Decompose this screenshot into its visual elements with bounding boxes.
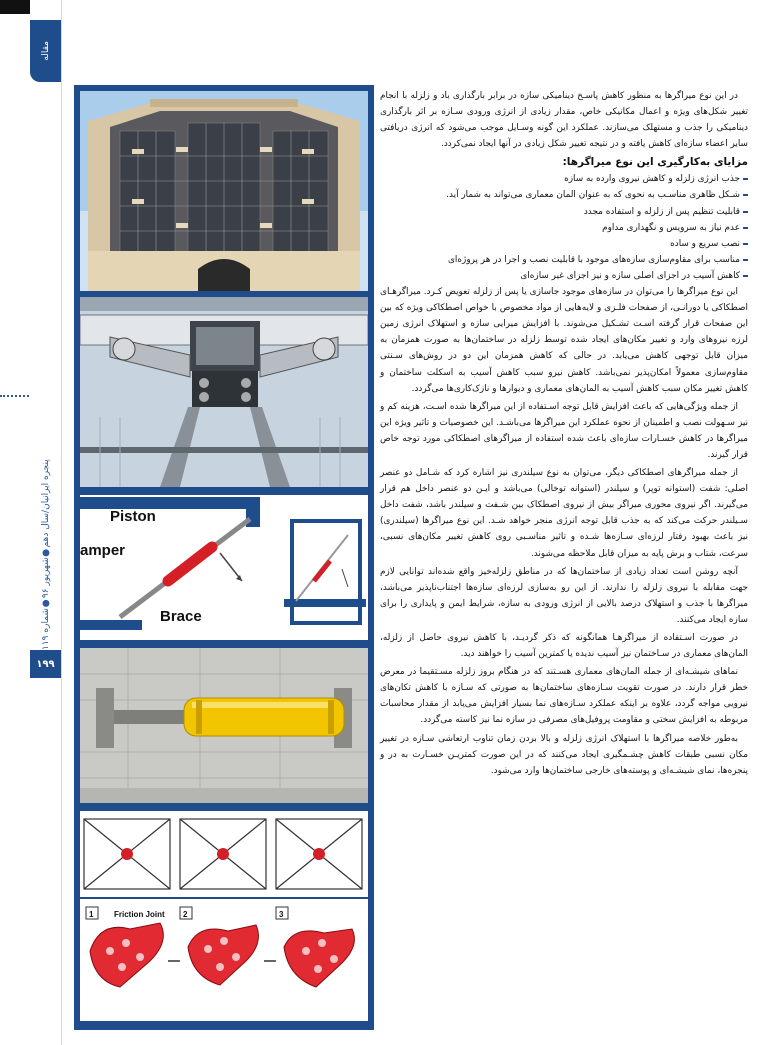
list-item: عدم نیاز به سرویس و نگهداری مداوم <box>380 220 748 236</box>
friction-joint-diagram <box>80 811 368 1021</box>
paragraph-intro: در این نوع میراگرها به منظور کاهش پاسـخ دینامیکی سازه در برابر بارگذاری باد و زلزله با انجام تغییر شکل‌های ویژه و اعمال مکانیکی خاص، مقدار زیادی از انرژی ورودی سـازه بر اثر بارگذاری دینامیکی را جذب و مستهلک می‌سازند. عملکرد این گونه وسـایل موجب می‌شود که انرژی دریافتی سایر اعضاء سازه‌ای کاهش یافته و در نتیجه تغییر شکل زیادی در آنها ایجاد نمی‌کردد. <box>380 91 748 150</box>
benefits-list <box>380 171 748 284</box>
paragraph: در صورت اسـتفاده از میراگرهـا همانگونه که ذکر گردیـد، با کاهش نیروی حاصل از زلزله، المان‌های معماری در سـاختمان نیز آسیب ندیده یا کمترین آسیب را خواهند دید. <box>380 633 748 660</box>
article-body <box>380 88 748 781</box>
magazine-info <box>30 430 61 650</box>
step-2-label: 2 <box>183 910 188 919</box>
damper-connection-image <box>80 297 368 487</box>
step-3-label: 3 <box>279 910 284 919</box>
section-tab <box>30 20 61 82</box>
step-1-label: 1 <box>89 910 94 919</box>
list-item: شـکل ظاهری مناسـب به نحوی که به عنوان المان معماری می‌تواند به شمار آید. <box>380 187 748 203</box>
building-image <box>80 91 368 291</box>
list-item: نصب سریع و ساده <box>380 236 748 252</box>
cylinder-damper-image <box>80 648 368 803</box>
benefits-heading: مزایای به‌کارگیری این نوع میراگرها: <box>562 156 748 169</box>
paragraph: از جمله میراگرهای اصطکاکی دیگر، می‌توان به نوع سیلندری نیز اشاره کرد که شـامل دو عنصر اصلی: شفت (استوانه توپر) و سیلندر (استوانه توخالی) می‌باشد و ایـن دو عنصر داخل هم قرار می‌گیرند. اگر نیروی محوری میراگر بیش از نیروی اصطکاک بین شـفت و سیلندر باشد، شفت داخل سـیلندر حرکت می‌کند که به جذب قابل توجه انرژی منجر خواهد شـد. این نوع میراگرها (سیلندری) نیز باعث بهبود رفتار لرزه‌ای سـازه‌ها شـده و تاثیر مناسـبی روی کاهش تغییر مکان‌های نسبی، سرعت، شتاب و برش پایه به میزان قابل ملاحظه می‌شوند. <box>380 468 748 559</box>
figure-building-photo <box>80 91 368 291</box>
section-label: مقاله <box>40 41 51 61</box>
figure-damper-connection-photo <box>80 297 368 487</box>
figure-piston-diagram <box>80 495 368 640</box>
list-item: قابلیت تنظیم پس از زلزله و استفاده مجدد <box>380 204 748 220</box>
brace-label: Brace <box>160 608 202 625</box>
sidebar <box>30 0 62 1045</box>
list-item: مناسب برای مقاوم‌سازی سازه‌های موجود با قابلیت نصب و اجرا در هر پروژه‌ای <box>380 252 748 268</box>
list-item: جذب انرژی زلزله و کاهش نیروی وارده به سازه <box>380 171 748 187</box>
paragraph: نماهای شیشـه‌ای از جمله المان‌های معماری هسـتند که در هنگام بروز زلزله مسـتقیما در معرض خطر قرار دارند. در صورت تقویت سـازه‌های ساختمان‌ها به صورتی که سـازه با کاهش تکان‌های نیرویی مواجه گردد، علاوه بر اینکه عملکرد سـازه‌های نما بسیار افزایش می‌یابد از مقدار محاسبات مربوطه به افزایش سختی و مقاومت پروفیل‌های مصرفی در سازه نما نیز کاسته می‌گردد. <box>380 667 748 726</box>
paragraph: از جمله ویژگی‌هایی که باعث افزایش قابل توجه اسـتفاده از این میراگرها شده اسـت، هزینه کم و نیز سـهولت نصب و اطمینان از نحوه عملکرد این میراگرها می‌باشـد. این خصوصیات و تاثیر ویژه این میراگرها در کاهش خسـارات سازه‌ای باعث شده استفاده از میراگرهای اصطکاکی مورد توجه خاص قرار گیرند. <box>380 401 748 460</box>
list-item: کاهش آسیب در اجزای اصلی سازه و نیز اجزای غیر سازه‌ای <box>380 268 748 284</box>
figure-cylinder-damper-photo <box>80 648 368 803</box>
top-corner-bar <box>0 0 30 14</box>
piston-diagram <box>80 495 368 640</box>
page-number: ۱۹۹ <box>30 650 61 678</box>
magazine-info-text: پنجره ایرانیان/سال دهم●شهریور ۹۶●شماره ۱۱۹ <box>40 459 51 650</box>
figure-column <box>74 85 374 1030</box>
paragraph: به‌طور خلاصه میراگرها با استهلاک انرژی زلزله و بالا بردن زمان تناوب ارتعاشی سـازه در تغییر مکان نسبی طبقات کاهش چشـمگیری ایجاد می‌کنند که در این صورت کمتریـن خسـارت به در و پنجره‌ها، نمای شیشـه‌ای و پوسته‌های خارجی ساختمان‌ها وارد می‌شود. <box>380 733 748 776</box>
paragraph: آنچه روشن است تعداد زیادی از ساختمان‌ها که در مناطق زلزله‌خیز واقع شده‌اند توانایی لازم جهت مقابله با نیروی زلزله را ندارند. از این رو به‌سازی لرزه‌ای سازه‌ها اجتناب‌ناپذیر می‌باشد، میراگرها با جذب و استهلاک درصد بالایی از انرژی ورودی به سازه، شرایط ایمن و پایداری را برای سازه ایجاد می‌کنند. <box>380 566 748 625</box>
piston-label: Piston <box>110 508 156 525</box>
damper-label: amper <box>80 542 126 559</box>
paragraph: این نوع میراگرها را می‌توان در سازه‌های موجود جاسازی یا پس از زلزله تعویض کـرد. میراگرهـای اصطکاکی یا دورانـی، از صفحات فلـزی و لایه‌هایی از مواد مخصوص با خواص اصطکاکی ویژه که بین این صفحات قرار گرفته اسـت تشـکیل می‌شوند. با افزایش میرایی سازه و استهلاک انرژی زمین لرزه نیروهای وارد و تغییر مکان‌های ایجاد شده توسط زلزله در ساختمان‌ها به صورت همزمان به میزان قابل توجهی کاهش می‌یابد. در حالی که کاهش همزمان این دو در روش‌های سـنتی مقاوم‌سازی معمولاً امکان‌پذیر نمی‌باشد. کاهش نیرو سبب کاهش آسیب به اسکلت ساختمان و کاهش تغییر مکان سبب کاهش آسیب به المان‌های معماری و دیوارها و نازک‌کاری‌ها می‌گردد. <box>380 287 748 394</box>
friction-joint-label: Friction Joint <box>114 910 165 919</box>
figure-friction-joint-diagram <box>80 811 368 1021</box>
